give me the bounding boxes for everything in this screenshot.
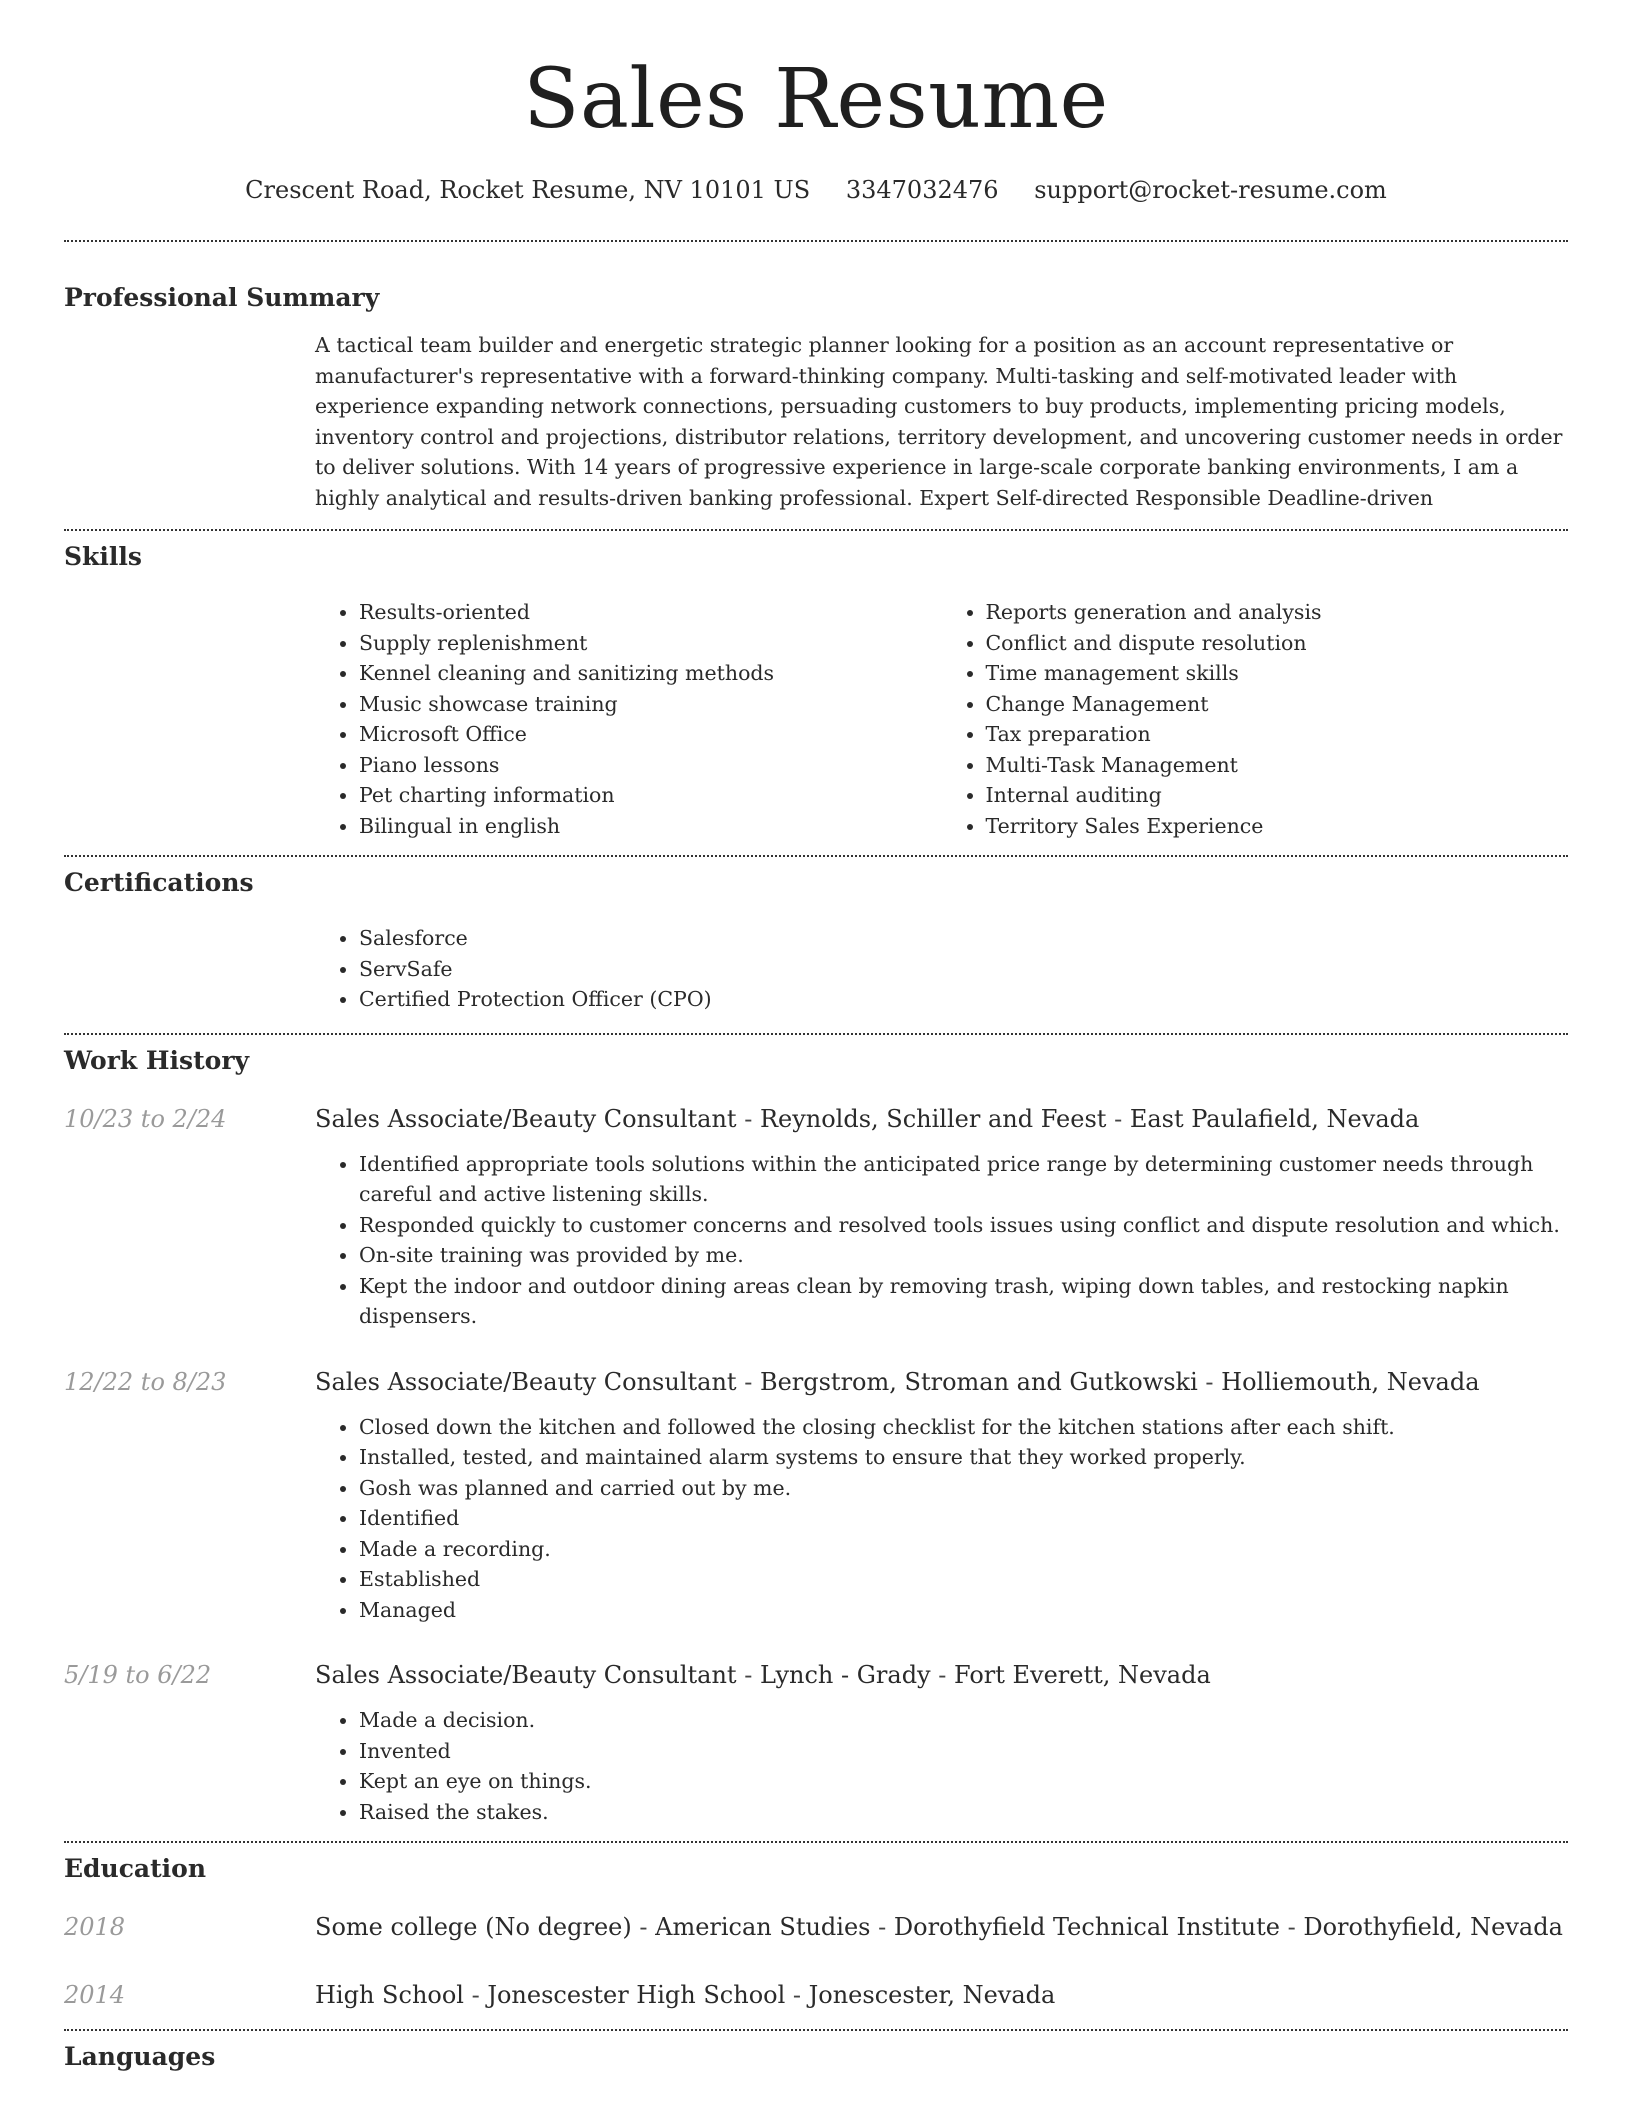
- job-duty: • Made a recording.: [359, 1534, 1568, 1565]
- job-title: Sales Associate/Beauty Consultant: [315, 1661, 737, 1689]
- skill-item: • Supply replenishment: [359, 628, 942, 659]
- skills-column-left: [315, 597, 942, 841]
- job-company: Reynolds, Schiller and Feest: [759, 1104, 1107, 1133]
- skills-list: [315, 597, 1568, 841]
- contact-address: Crescent Road, Rocket Resume, NV 10101 US: [245, 176, 811, 204]
- education-section: [64, 1853, 1568, 2011]
- job-dates: 10/23 to 2/24: [64, 1104, 227, 1133]
- work-history-heading: Work History: [64, 1045, 250, 1075]
- job-company: Bergstrom, Stroman and Gutkowski: [759, 1367, 1198, 1396]
- skill-item: • Multi-Task Management: [986, 750, 1569, 781]
- certification-item: • Salesforce: [359, 923, 1568, 954]
- contact-line: [64, 174, 1568, 206]
- skills-section: [64, 541, 1568, 841]
- skill-item: • Conflict and dispute resolution: [986, 628, 1569, 659]
- skill-item: • Microsoft Office: [359, 719, 942, 750]
- job-duty: • Installed, tested, and maintained alarm systems to ensure that they worked properly.: [359, 1442, 1568, 1473]
- certifications-heading: Certifications: [64, 868, 254, 897]
- contact-email[interactable]: support@rocket-resume.com: [1034, 176, 1387, 204]
- job-entry: [64, 1366, 1568, 1626]
- job-entry: [64, 1659, 1568, 1827]
- education-year: 2014: [64, 1981, 126, 2009]
- skill-item: • Territory Sales Experience: [986, 811, 1569, 842]
- job-duty: • Kept an eye on things.: [359, 1766, 1568, 1797]
- languages-section: [64, 2041, 1568, 2073]
- job-duty: • Gosh was planned and carried out by me.: [359, 1473, 1568, 1504]
- certification-item: • ServSafe: [359, 954, 1568, 985]
- skill-item: • Results-oriented: [359, 597, 942, 628]
- education-location: Jonescester, Nevada: [808, 1981, 1056, 2009]
- job-duties: [315, 1149, 1568, 1332]
- section-divider: [64, 1841, 1568, 1843]
- job-duties: [315, 1412, 1568, 1626]
- job-title: Sales Associate/Beauty Consultant: [315, 1104, 737, 1133]
- section-divider: [64, 1033, 1568, 1035]
- education-year: 2018: [64, 1913, 126, 1941]
- job-duty: • Established: [359, 1564, 1568, 1595]
- job-duty: • Identified appropriate tools solutions within the anticipated price range by determining customer needs through careful and active listening skills.: [359, 1149, 1568, 1210]
- education-field: American Studies: [655, 1913, 871, 1941]
- resume-title: Sales Resume: [523, 52, 1109, 147]
- skill-item: • Change Management: [986, 689, 1569, 720]
- education-entry: [64, 1911, 1568, 1943]
- skill-item: • Reports generation and analysis: [986, 597, 1569, 628]
- education-line: High School - Jonescester High School - Jonescester, Nevada: [315, 1981, 1056, 2009]
- summary-section: [64, 282, 1568, 513]
- skill-item: • Tax preparation: [986, 719, 1569, 750]
- job-title: Sales Associate/Beauty Consultant: [315, 1367, 737, 1396]
- skill-item: • Kennel cleaning and sanitizing methods: [359, 658, 942, 689]
- education-heading: Education: [64, 1854, 207, 1883]
- skill-item: • Internal auditing: [986, 780, 1569, 811]
- skill-item: • Pet charting information: [359, 780, 942, 811]
- job-title-line: Sales Associate/Beauty Consultant - Reynolds, Schiller and Feest - East Paulafield, Nevada: [315, 1104, 1420, 1133]
- skill-item: • Bilingual in english: [359, 811, 942, 842]
- job-duty: • Closed down the kitchen and followed the closing checklist for the kitchen stations after each shift.: [359, 1412, 1568, 1443]
- skills-heading: Skills: [64, 542, 142, 571]
- education-school: Jonescester High School: [487, 1981, 786, 2009]
- education-entry: [64, 1979, 1568, 2011]
- education-degree: High School: [315, 1981, 464, 2009]
- resume-page: [64, 0, 1568, 2073]
- education-line: Some college (No degree) - American Studies - Dorothyfield Technical Institute - Dorothyfield, Nevada: [315, 1913, 1563, 1941]
- job-location: Holliemouth, Nevada: [1221, 1367, 1480, 1396]
- education-degree: Some college (No degree): [315, 1913, 632, 1941]
- job-duty: • On-site training was provided by me.: [359, 1240, 1568, 1271]
- job-duties: [315, 1705, 1568, 1827]
- certifications-section: [64, 867, 1568, 1015]
- job-entry: [64, 1103, 1568, 1332]
- summary-heading: Professional Summary: [64, 283, 380, 312]
- languages-heading: Languages: [64, 2042, 216, 2071]
- job-company: Lynch - Grady: [759, 1661, 931, 1689]
- job-duty: • Responded quickly to customer concerns and resolved tools issues using conflict and dispute resolution and which.: [359, 1210, 1568, 1241]
- job-dates: 12/22 to 8/23: [64, 1367, 227, 1396]
- job-duty: • Invented: [359, 1736, 1568, 1767]
- section-divider: [64, 855, 1568, 857]
- education-school: Dorothyfield Technical Institute: [893, 1913, 1280, 1941]
- certification-item: • Certified Protection Officer (CPO): [359, 984, 1568, 1015]
- job-title-line: Sales Associate/Beauty Consultant - Bergstrom, Stroman and Gutkowski - Holliemouth, Nevada: [315, 1367, 1480, 1396]
- job-location: Fort Everett, Nevada: [953, 1661, 1211, 1689]
- job-duty: • Made a decision.: [359, 1705, 1568, 1736]
- skills-column-right: [942, 597, 1569, 841]
- job-title-line: Sales Associate/Beauty Consultant - Lynch - Grady - Fort Everett, Nevada: [315, 1661, 1211, 1689]
- job-location: East Paulafield, Nevada: [1129, 1104, 1420, 1133]
- section-divider: [64, 2029, 1568, 2031]
- skill-item: • Time management skills: [986, 658, 1569, 689]
- education-location: Dorothyfield, Nevada: [1303, 1913, 1563, 1941]
- summary-text: A tactical team builder and energetic strategic planner looking for a position as an account representative or manufacturer's representative with a forward-thinking company. Multi-tasking and self-motivated leader with experience expanding network connections, persuading customers to buy products, implementing pricing models, inventory control and projections, distributor relations, territory development, and uncovering customer needs in order to deliver solutions. With 14 years of progressive experience in large-scale corporate banking environments, I am a highly analytical and results-driven banking professional. Expert Self-directed Responsible Deadline-driven: [315, 333, 1563, 510]
- section-divider: [64, 240, 1568, 242]
- job-duty: • Raised the stakes.: [359, 1797, 1568, 1828]
- job-duty: • Kept the indoor and outdoor dining areas clean by removing trash, wiping down tables, and restocking napkin dispensers.: [359, 1271, 1568, 1332]
- contact-phone: 3347032476: [845, 176, 999, 204]
- job-duty: • Managed: [359, 1595, 1568, 1626]
- job-dates: 5/19 to 6/22: [64, 1661, 212, 1689]
- work-history-section: [64, 1045, 1568, 1828]
- job-duty: • Identified: [359, 1503, 1568, 1534]
- certifications-list: [315, 923, 1568, 1015]
- section-divider: [64, 529, 1568, 531]
- skill-item: • Piano lessons: [359, 750, 942, 781]
- skill-item: • Music showcase training: [359, 689, 942, 720]
